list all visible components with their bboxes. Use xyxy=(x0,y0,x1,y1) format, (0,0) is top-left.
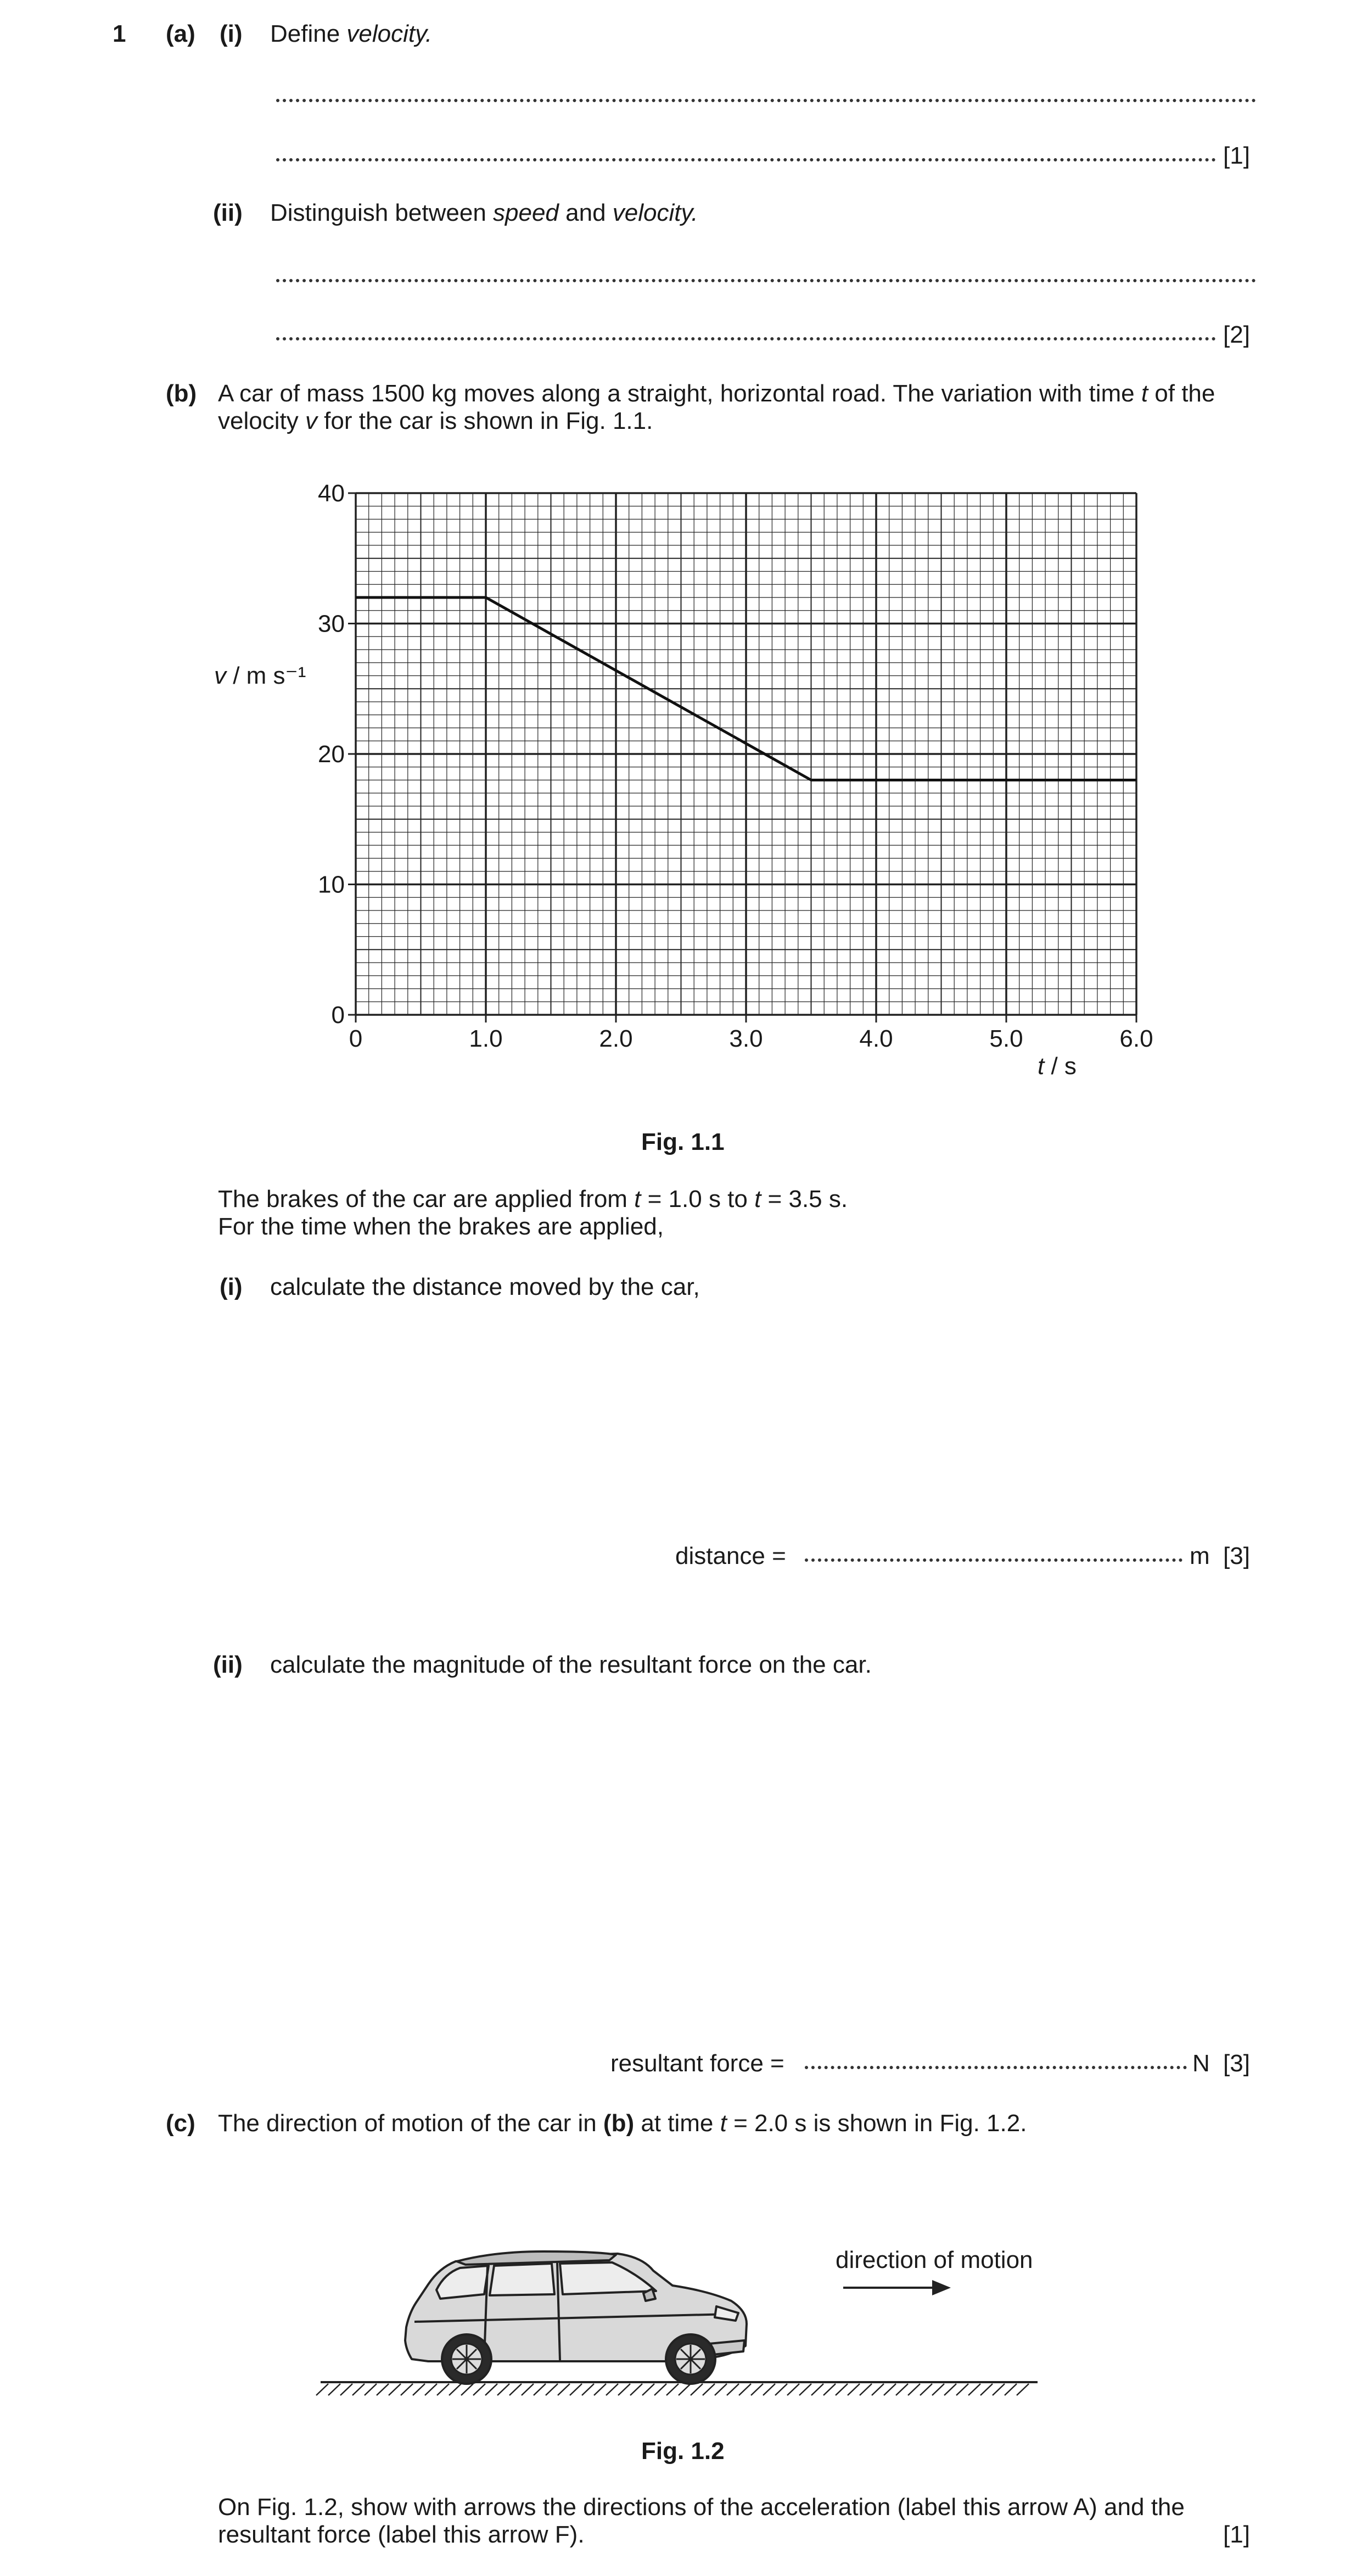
x-tick-label: 4.0 xyxy=(859,1025,893,1052)
text: of the xyxy=(1148,380,1215,407)
x-tick-label: 5.0 xyxy=(989,1025,1023,1052)
y-tick-label: 20 xyxy=(318,741,345,768)
term-speed: speed xyxy=(493,199,559,226)
marks-a-ii: [2] xyxy=(1223,321,1250,348)
y-tick-label: 10 xyxy=(318,871,345,898)
text: The direction of motion of the car in xyxy=(218,2110,603,2137)
force-unit: N xyxy=(1192,2050,1210,2077)
y-tick-label: 30 xyxy=(318,610,345,638)
prompt-and: and xyxy=(558,199,613,226)
prompt-text: Define xyxy=(270,20,347,47)
part-b-i-label: (i) xyxy=(220,1273,243,1300)
text: = 1.0 s to xyxy=(641,1186,755,1212)
text: A car of mass 1500 kg moves along a straight, horizontal road. The variation with time xyxy=(218,380,1141,407)
question-number: 1 xyxy=(113,20,126,47)
y-axis-label: v / m s⁻¹ xyxy=(214,662,306,689)
direction-label: direction of motion xyxy=(836,2247,1033,2273)
distance-answer-line[interactable] xyxy=(805,1558,1182,1562)
marks-c: [1] xyxy=(1223,2521,1250,2548)
distance-unit: m xyxy=(1190,1543,1210,1569)
part-b-i-prompt: calculate the distance moved by the car, xyxy=(270,1273,700,1300)
text: = 2.0 s is shown in Fig. 1.2. xyxy=(726,2110,1027,2137)
part-a-label: (a) xyxy=(166,20,195,47)
car xyxy=(405,2251,747,2384)
part-b-ii-label: (ii) xyxy=(213,1651,243,1678)
y-tick-label: 0 xyxy=(331,1002,345,1029)
y-tick-label: 40 xyxy=(318,480,345,507)
prompt-text: Distinguish between xyxy=(270,199,494,226)
text: velocity xyxy=(218,407,305,434)
brakes-text-line2: For the time when the brakes are applied, xyxy=(218,1213,664,1240)
x-tick-label: 0 xyxy=(349,1025,363,1052)
text: = 3.5 s. xyxy=(761,1186,848,1212)
part-c-instruction-line1: On Fig. 1.2, show with arrows the directions of the acceleration (label this arrow A) and the xyxy=(218,2494,1185,2521)
x-tick-label: 2.0 xyxy=(599,1025,633,1052)
marks-b-ii: [3] xyxy=(1223,2050,1250,2077)
distance-answer-label: distance = xyxy=(675,1543,786,1569)
direction-arrow xyxy=(843,2280,951,2295)
part-a-ii-label: (ii) xyxy=(213,199,243,226)
part-c-label: (c) xyxy=(166,2110,195,2137)
brakes-text-line1 xyxy=(218,1187,848,1211)
rear-door-window xyxy=(490,2264,554,2295)
part-b-ii-prompt: calculate the magnitude of the resultant force on the car. xyxy=(270,1651,872,1678)
part-c-instruction-line2: resultant force (label this arrow F). xyxy=(218,2521,585,2548)
text: for the car is shown in Fig. 1.1. xyxy=(317,407,653,434)
fig-1-2-caption: Fig. 1.2 xyxy=(641,2438,725,2465)
prompt-term: velocity. xyxy=(346,20,433,47)
force-answer-label: resultant force = xyxy=(610,2050,784,2077)
marks-a-i: [1] xyxy=(1223,142,1250,169)
symbol-t: t xyxy=(634,1186,641,1212)
car-figure[interactable] xyxy=(313,2197,1049,2416)
part-b-label: (b) xyxy=(166,380,197,407)
part-c-text xyxy=(218,2111,1027,2136)
symbol-t: t xyxy=(1141,380,1148,407)
symbol-t: t xyxy=(754,1186,761,1212)
x-tick-label: 3.0 xyxy=(729,1025,763,1052)
symbol-t: t xyxy=(720,2110,727,2137)
symbol-v: v xyxy=(305,407,317,434)
ground-hatching xyxy=(316,2384,1029,2395)
marks-b-i: [3] xyxy=(1223,1543,1250,1569)
fig-1-1-caption: Fig. 1.1 xyxy=(641,1128,725,1155)
term-velocity: velocity. xyxy=(612,199,698,226)
ref-b: (b) xyxy=(603,2110,635,2137)
text: at time xyxy=(634,2110,720,2137)
velocity-time-graph xyxy=(0,0,1362,1153)
text: The brakes of the car are applied from xyxy=(218,1186,635,1212)
force-answer-line[interactable] xyxy=(805,2066,1187,2069)
x-tick-label: 6.0 xyxy=(1119,1025,1153,1052)
part-a-i-label: (i) xyxy=(220,20,243,47)
x-axis-label: t / s xyxy=(1038,1053,1077,1080)
x-tick-label: 1.0 xyxy=(469,1025,503,1052)
